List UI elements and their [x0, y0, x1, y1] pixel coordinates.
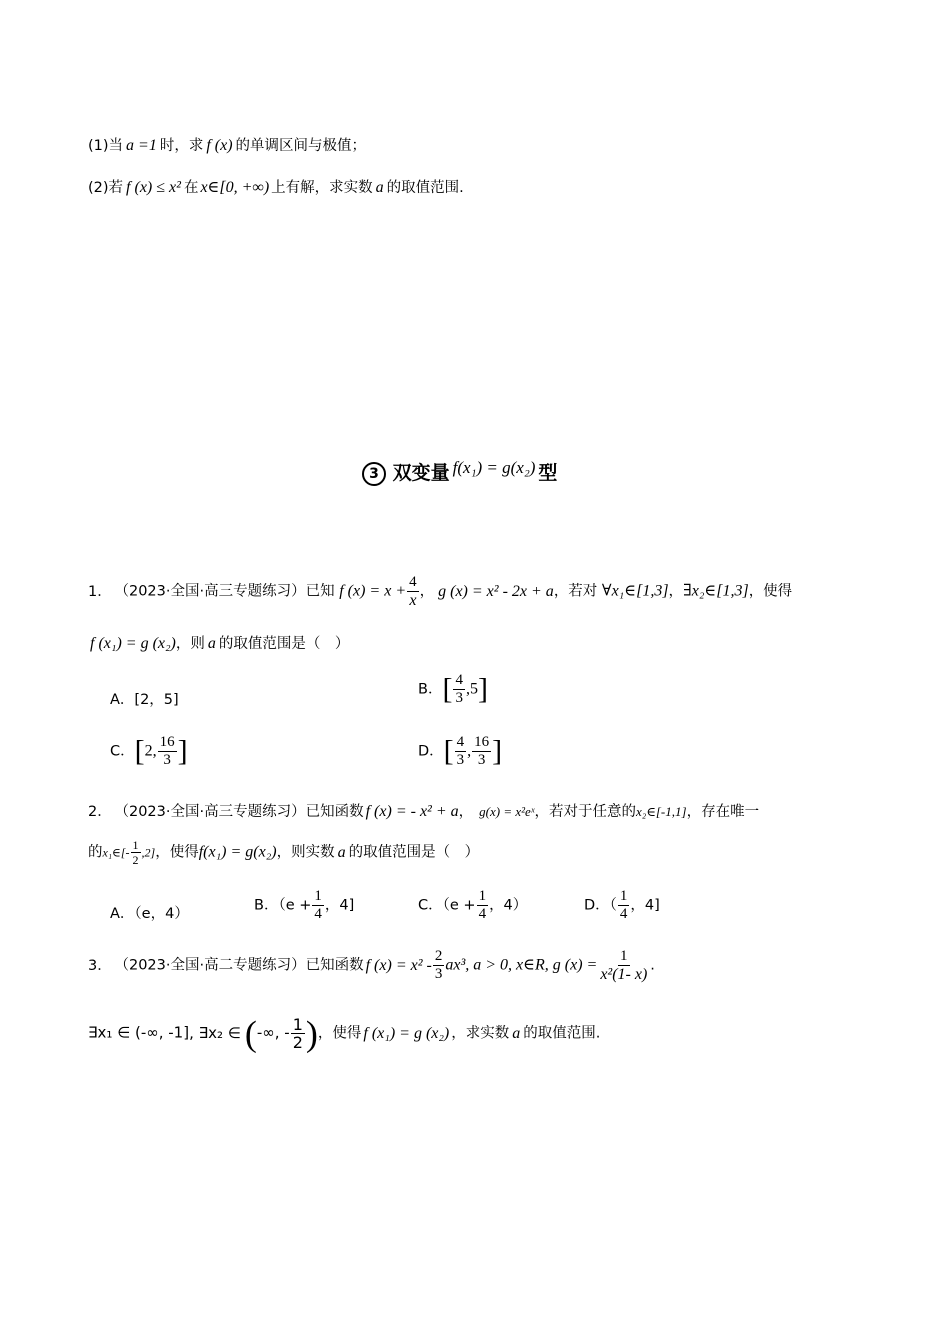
- q2-option-b-label: B．: [254, 897, 279, 914]
- q1-option-d-frac2: [472, 734, 491, 769]
- q2-x1-den: 2: [132, 853, 139, 867]
- part2-mid: 在: [183, 180, 199, 196]
- q2-x1set-b: ,2]: [141, 845, 156, 860]
- q1-b-num: 4: [455, 672, 463, 688]
- q1-g-expr: g (x) = x² - 2x + a: [438, 582, 554, 600]
- q1-d-num1: 4: [456, 734, 465, 750]
- q3-f-post: ax³, a > 0, x∈R, g (x) =: [445, 956, 598, 974]
- q1-option-c[interactable]: C．[2, $\frac{16}{3}$ ]: [110, 734, 188, 768]
- q2-number: 2．: [88, 804, 112, 820]
- q1-option-a-label: A．: [110, 692, 135, 708]
- q1-number: 1．: [88, 583, 112, 600]
- q2-f-expr: f (x) = - x² + a: [365, 803, 459, 820]
- part2-var: a: [375, 179, 384, 196]
- q2-x1-frac: [131, 838, 141, 867]
- q2-var: a: [337, 843, 346, 861]
- q2-option-b-frac: [312, 888, 324, 923]
- q2-option-a-label: A．: [110, 906, 135, 922]
- q3-interval: -∞, -: [256, 1023, 290, 1042]
- q3-line2-tail: 的取值范围.: [523, 1025, 601, 1042]
- q1-frac-num: 4: [409, 574, 417, 590]
- q3-number: 3．: [88, 957, 112, 974]
- q1-option-b-frac: [453, 672, 465, 707]
- section-expr: f(x₁) = g(x₂): [452, 458, 536, 477]
- q2-c-den: 4: [478, 906, 487, 922]
- q1-c-num: 16: [159, 734, 175, 750]
- q3-line1: [88, 948, 655, 983]
- q2-option-a-text: （e，4）: [134, 906, 189, 922]
- q3-period: .: [650, 957, 655, 974]
- q2-x1set-a: x₁∈[-: [102, 845, 130, 860]
- q3-half-num: 1: [292, 1015, 303, 1034]
- q1-option-b[interactable]: B．[ $\frac{4}{3}$ ,5]: [418, 672, 488, 706]
- q2-g-expr: g(x) = x²eˣ: [479, 804, 535, 819]
- part1-mid: 时，求: [159, 138, 204, 154]
- q2-option-d-label: D．: [584, 897, 610, 914]
- q2-b-den: 4: [314, 906, 322, 922]
- q1-line2-tail: 的取值范围是（ ）: [218, 636, 350, 652]
- q3-f-den: 3: [434, 966, 443, 982]
- q1-option-d-frac1: [455, 734, 467, 769]
- q2-line2-pre: 的: [88, 844, 103, 861]
- q3-g-num: 1: [620, 948, 628, 964]
- q1-var: a: [207, 635, 216, 652]
- q1-end: ，使得: [748, 583, 793, 600]
- q1-b-den: 3: [455, 690, 463, 706]
- section-number-badge: 3: [362, 462, 386, 486]
- q1-f-expr: f (x) = x +: [339, 582, 407, 600]
- q1-option-b-rest: ,5: [465, 680, 478, 698]
- q3-line2-end: ，求实数: [451, 1025, 510, 1042]
- q1-line2: [90, 632, 349, 653]
- q2-option-b[interactable]: [254, 888, 354, 923]
- part1-condition: a =1: [126, 137, 157, 154]
- q3-f-num: 2: [434, 948, 443, 964]
- q2-set: x₂∈[-1,1]: [635, 804, 687, 819]
- q2-option-d-post: ，4]: [630, 897, 660, 914]
- q2-equation: f(x₁) = g(x₂): [198, 843, 277, 861]
- q2-cond: ，若对于任意的: [534, 804, 636, 820]
- q2-line1: 2． （2023·全国·高三专题练习）已知函数 f (x) = - x² + a， g(x) = x²eˣ，若对于任意的x₂∈[-1,1]，存在唯一: [88, 803, 760, 820]
- q2-line2: [88, 838, 479, 867]
- part1-fx: f (x): [206, 137, 233, 154]
- q2-option-c[interactable]: [418, 888, 527, 923]
- q1-source: （2023·全国·高三专题练习）已知: [121, 583, 335, 600]
- q1-line1: 1． （2023·全国·高三专题练习）已知 f (x) = x + $\frac{4}{x}$ ， g (x) = x² - 2x + a，若对 ∀x₁∈[1,3]，∃x₂∈[1,3]，使得: [88, 574, 793, 609]
- q3-var: a: [512, 1024, 521, 1042]
- q1-forall: ∀x₁∈[1,3]: [601, 582, 669, 600]
- q2-source: （2023·全国·高三专题练习）已知函数: [121, 804, 364, 820]
- q2-line2-tail: 的取值范围是（ ）: [348, 844, 480, 861]
- part2-label: (2)若: [88, 180, 124, 196]
- q2-b-num: 1: [314, 888, 322, 904]
- q2-x1-num: 1: [132, 838, 139, 852]
- q2-option-d-pre: （: [609, 897, 617, 914]
- q3-source: （2023·全国·高二专题练习）已知函数: [121, 957, 364, 974]
- q3-exists-x2: , ∃x₂ ∈: [189, 1023, 241, 1042]
- q1-option-a[interactable]: [110, 688, 179, 709]
- q2-option-a[interactable]: [110, 902, 189, 923]
- q1-equation: f (x₁) = g (x₂): [90, 635, 176, 652]
- q1-option-c-left: 2,: [144, 742, 157, 760]
- q3-line2: ∃x₁ ∈ (-∞, -1], ∃x₂ ∈ (-∞, - $\frac{1}{2}$ )，使得 f (x₁) = g (x₂) ，求实数 a 的取值范围.: [88, 1013, 601, 1054]
- q1-line2-text: ，则: [175, 636, 205, 652]
- q2-option-c-frac: [477, 888, 489, 923]
- q1-d-num2: 16: [474, 734, 490, 750]
- part2-tail: 的取值范围.: [386, 180, 464, 196]
- q2-option-c-post: ，4）: [489, 897, 528, 914]
- q1-option-c-frac: [158, 734, 177, 769]
- part1-label: (1)当: [88, 138, 124, 154]
- q1-cond: ，若对: [553, 583, 598, 600]
- q2-option-d[interactable]: [584, 888, 660, 923]
- q1-option-d-label: D．: [418, 743, 444, 760]
- q2-d-num: 1: [619, 888, 628, 904]
- q3-half-den: 2: [292, 1033, 303, 1052]
- q1-d-den2: 3: [477, 752, 486, 768]
- q1-c-den: 3: [163, 752, 171, 768]
- part2-inequality: f (x) ≤ x²: [126, 179, 181, 196]
- q2-end: ，存在唯一: [686, 804, 760, 820]
- section-pre: 双变量: [392, 462, 450, 484]
- q1-frac-den: x: [409, 592, 417, 609]
- q2-option-c-pre: （e +: [442, 897, 476, 914]
- q1-d-den1: 3: [456, 752, 465, 768]
- section-heading: [362, 458, 557, 486]
- q3-f-pre: f (x) = x² -: [365, 956, 432, 974]
- section-post: 型: [538, 462, 558, 484]
- q2-d-den: 4: [619, 906, 628, 922]
- q3-exists-x1: ∃x₁ ∈ (-∞, -1]: [88, 1023, 190, 1042]
- q2-option-b-post: ，4]: [324, 897, 355, 914]
- q3-line2-mid: ，使得: [317, 1025, 362, 1042]
- q1-fraction: [407, 574, 419, 609]
- q2-option-d-frac: [618, 888, 630, 923]
- q1-option-c-label: C．: [110, 743, 135, 760]
- q2-option-b-pre: （e +: [278, 897, 312, 914]
- q2-line2-mid: ，使得: [155, 844, 199, 861]
- q3-half-frac: [291, 1016, 305, 1051]
- q2-line2-end: ，则实数: [276, 844, 335, 861]
- q3-g-frac: [598, 948, 649, 983]
- q1-comma: ，: [668, 583, 684, 600]
- q3-g-den: x²(1- x): [600, 966, 648, 983]
- q3-f-frac: [433, 948, 445, 983]
- part2-end: 上有解，求实数: [271, 180, 373, 196]
- q2-option-c-label: C．: [418, 897, 443, 914]
- q1-exists: ∃x₂∈[1,3]: [683, 582, 749, 600]
- part1-end: 的单调区间与极值；: [235, 138, 367, 154]
- part2-line: [88, 176, 464, 197]
- q1-option-b-label: B．: [418, 681, 443, 698]
- part1-line: [88, 134, 366, 155]
- q2-c-num: 1: [478, 888, 487, 904]
- q3-equation: f (x₁) = g (x₂): [363, 1024, 450, 1042]
- q1-option-d[interactable]: D．[ $\frac{4}{3}$ , $\frac{16}{3}$ ]: [418, 734, 503, 768]
- part2-set: x∈[0, +∞): [200, 179, 270, 196]
- q1-option-a-text: [2，5]: [134, 692, 179, 708]
